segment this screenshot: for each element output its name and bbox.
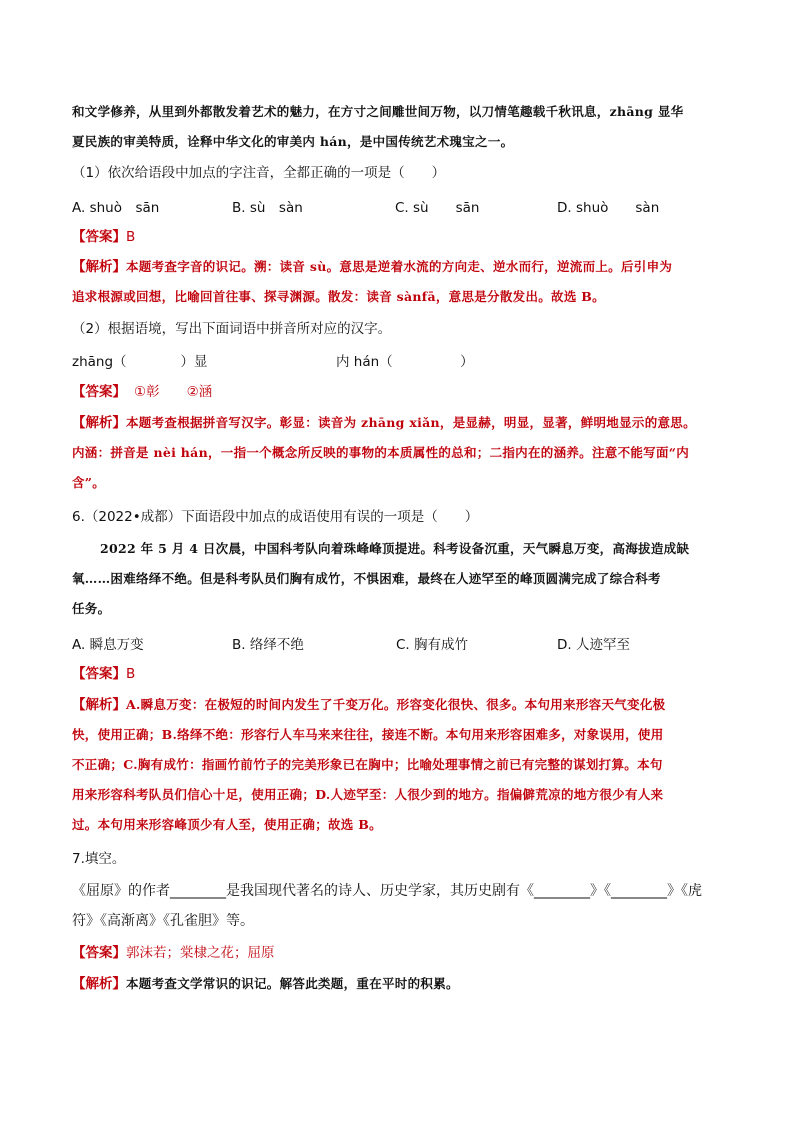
q6-analysis-line-2: 快，使用正确；B.络绎不绝：形容行人车马来来往往，接连不断。本句用来形容困难多，对象误用，使用 (72, 727, 664, 742)
q6-analysis-line-1: A.瞬息万变：在极短的时间内发生了千变万化。形容变化很快、很多。本句用来形容天气变化极 (126, 697, 666, 712)
q5-2-answer-row (72, 382, 732, 402)
q6-option-a: A. 瞬息万变 (72, 637, 144, 653)
analysis-tag: 【解析】 (72, 697, 126, 713)
q6-option-c: C. 胸有成竹 (396, 637, 469, 653)
answer-tag: 【答案】 (72, 229, 126, 245)
q7-text-line-2: 符》《高渐离》《孔雀胆》等。 (72, 913, 254, 929)
answer-tag: 【答案】 (72, 945, 126, 961)
q6-analysis-line-3: 不正确；C.胸有成竹：指画竹前竹子的完美形象已在胸中；比喻处理事情之前已有完整的谋划打算。本句 (72, 757, 663, 772)
analysis-tag: 【解析】 (72, 259, 126, 275)
q6-analysis-row (72, 695, 732, 715)
q7-analysis-row (72, 974, 732, 994)
q6-question: 6.（2022•成都）下面语段中加点的成语使用有误的一项是（ ） (72, 509, 479, 525)
q5-1-answer: B (126, 229, 136, 245)
q5-2-blank-1: zhāng（ ）显 (72, 354, 208, 370)
q5-1-analysis-row (72, 257, 732, 277)
q5-2-analysis-line-2: 内涵：拼音是 nèi hán，一指一个概念所反映的事物的本质属性的总和；二指内在的涵养。注意不能写面“内 (72, 445, 690, 460)
q5-1-option-a: A. shuò sān (72, 200, 160, 216)
q6-analysis-line-4: 用来形容科考队员们信心十足，使用正确；D.人迹罕至：人很少到的地方。指偏僻荒凉的地方很少有人来 (72, 787, 664, 802)
q5-2-analysis-line-3: 含”。 (72, 475, 106, 490)
q5-2-analysis-line-1: 本题考查根据拼音写汉字。彰显：读音为 zhāng xiǎn，是显赫，明显，显著，鲜明地显示的意思。 (126, 415, 696, 430)
answer-tag: 【答案】 (72, 384, 126, 400)
analysis-tag: 【解析】 (72, 976, 126, 992)
q5-1-answer-row (72, 227, 732, 247)
intro-line-1: 和文学修养，从里到外都散发着艺术的魅力，在方寸之间雕世间万物，以刀情笔趣载千秋讯息，zhāng 显华 (72, 104, 684, 119)
q5-1-option-c: C. sù sān (395, 200, 480, 216)
q6-passage-line-2: 氧……困难络绎不绝。但是科考队员们胸有成竹，不惧困难，最终在人迹罕至的峰顶圆满完成了综合科考 (72, 571, 661, 586)
q7-text-line-1: 《屈原》的作者________是我国现代著名的诗人、历史学家，其历史剧有《________》《________》《虎 (72, 883, 702, 899)
q6-answer-row (72, 664, 732, 684)
q6-passage-line-3: 任务。 (72, 601, 111, 616)
q5-2-answer: ①彰 ②涵 (134, 384, 213, 400)
analysis-tag: 【解析】 (72, 415, 126, 431)
q5-2-blank-2: 内 hán（ ） (336, 354, 474, 370)
q5-1-option-d: D. shuò sàn (557, 200, 660, 216)
q6-answer: B (126, 666, 136, 682)
q5-1-question: （1）依次给语段中加点的字注音，全都正确的一项是（ ） (72, 165, 446, 181)
q6-passage-line-1: 2022 年 5 月 4 日次晨，中国科考队向着珠峰峰顶提进。科考设备沉重，天气瞬息万变，高海拔造成缺 (100, 541, 690, 556)
answer-tag: 【答案】 (72, 666, 126, 682)
q5-1-analysis-line-2: 追求根源或回想，比喻回首往事、探寻渊源。散发：读音 sànfā，意思是分散发出。故选 B。 (72, 289, 605, 304)
q5-1-analysis-line-1: 本题考查字音的识记。溯：读音 sù。意思是逆着水流的方向走、逆水而行，逆流而上。后引申为 (126, 259, 673, 274)
q7-analysis: 本题考查文学常识的识记。解答此类题，重在平时的积累。 (126, 976, 459, 991)
q5-2-question: （2）根据语境，写出下面词语中拼音所对应的汉字。 (72, 321, 392, 337)
q7-answer-row (72, 943, 732, 963)
q6-option-d: D. 人迹罕至 (557, 637, 630, 653)
q5-2-analysis-row (72, 413, 732, 433)
intro-line-2: 夏民族的审美特质，诠释中华文化的审美内 hán，是中国传统艺术瑰宝之一。 (72, 134, 514, 149)
q7-answer: 郭沫若；棠棣之花；屈原 (126, 945, 275, 961)
q5-1-option-b: B. sù sàn (232, 200, 303, 216)
q7-question: 7.填空。 (72, 851, 126, 867)
q6-option-b: B. 络绎不绝 (232, 637, 304, 653)
q6-analysis-line-5: 过。本句用来形容峰顶少有人至，使用正确；故选 B。 (72, 817, 382, 832)
